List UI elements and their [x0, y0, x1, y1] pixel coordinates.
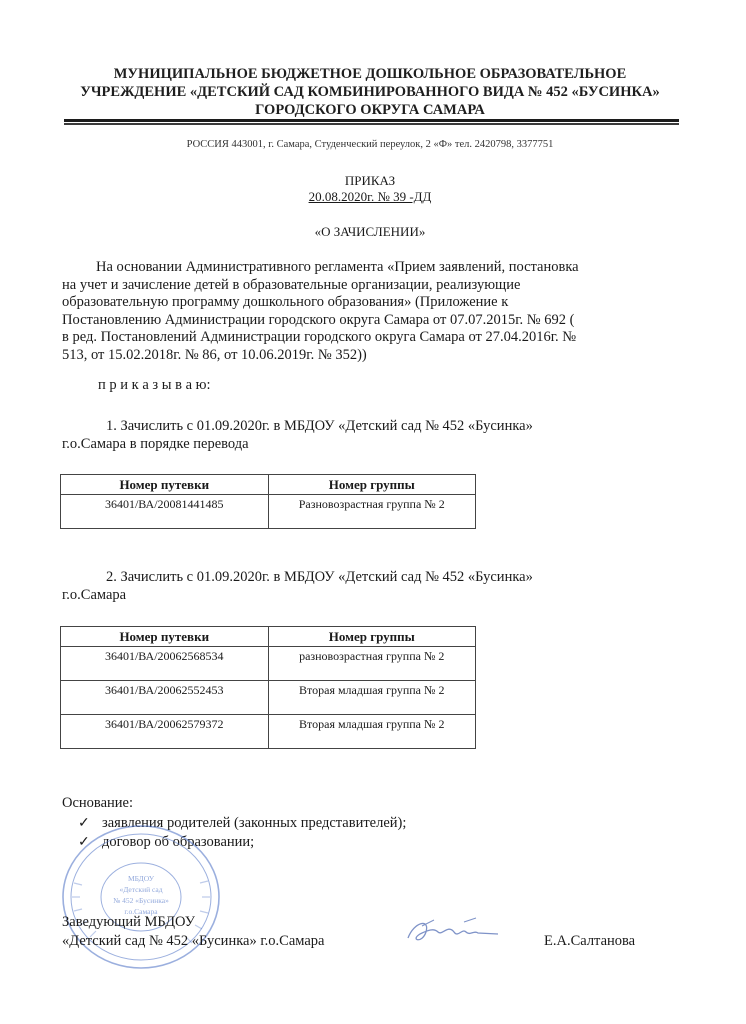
stamp-text-line: г.о.Самара	[124, 907, 158, 916]
stamp-text-line: № 452 «Бусинка»	[113, 896, 169, 905]
header-rule-thin	[64, 123, 679, 125]
header-group-number: Номер группы	[268, 627, 476, 647]
preamble-line: в ред. Постановлений Администрации городского округа Самара от 27.04.2016г. №	[62, 329, 577, 345]
header-rule-thick	[64, 119, 679, 122]
preamble-line: Постановлению Администрации городского округа Самара от 07.07.2015г. № 692 (	[62, 311, 575, 328]
org-address: РОССИЯ 443001, г. Самара, Студенческий переулок, 2 «Ф» тел. 2420798, 3377751	[186, 139, 554, 150]
table-transfer	[60, 474, 476, 529]
signer-position-line-1: Заведующий МБДОУ	[62, 914, 195, 930]
order-date-number-text: 20.08.2020г. № 39 -ДД	[308, 189, 432, 204]
preamble-line: образовательную программу дошкольного образования» (Приложение к	[62, 294, 509, 310]
cell-voucher-number: 36401/ВА/20062579372	[61, 715, 269, 749]
order-subject: «О ЗАЧИСЛЕНИИ»	[314, 224, 426, 239]
preamble-line: 513, от 15.02.2018г. № 86, от 10.06.2019г. № 352))	[62, 346, 367, 363]
item-1-line-1: 1. Зачислить с 01.09.2020г. в МБДОУ «Детский сад № 452 «Бусинка»	[106, 418, 533, 434]
handwritten-signature	[404, 914, 502, 948]
cell-group-number: Разновозрастная группа № 2	[268, 495, 476, 529]
item-1-line-2: г.о.Самара в порядке перевода	[62, 435, 249, 452]
order-word: п р и к а з ы в а ю:	[98, 377, 211, 393]
table-row	[61, 647, 476, 681]
header-voucher-number: Номер путевки	[61, 475, 269, 495]
table-header-row	[61, 475, 476, 495]
order-date-number	[60, 189, 680, 205]
basis-title: Основание:	[62, 795, 133, 811]
table-header-row	[61, 627, 476, 647]
preamble	[62, 259, 672, 364]
item-2-line-1: 2. Зачислить с 01.09.2020г. в МБДОУ «Детский сад № 452 «Бусинка»	[106, 569, 533, 585]
org-name-line-3: ГОРОДСКОГО ОКРУГА САМАРА	[255, 102, 485, 118]
signer-position-line-2: «Детский сад № 452 «Бусинка» г.о.Самара	[62, 933, 325, 949]
org-name-line-1: МУНИЦИПАЛЬНОЕ БЮДЖЕТНОЕ ДОШКОЛЬНОЕ ОБРАЗОВАТЕЛЬНОЕ	[113, 66, 627, 82]
signer-name: Е.А.Салтанова	[544, 933, 636, 949]
checkmark-icon: ✓	[78, 835, 90, 850]
table-row	[61, 495, 476, 529]
cell-group-number: Вторая младшая группа № 2	[268, 681, 476, 715]
header-voucher-number: Номер путевки	[61, 627, 269, 647]
table-row	[61, 715, 476, 749]
preamble-line: На основании Административного регламента «Прием заявлений, постановка	[96, 259, 579, 275]
stamp-text-line: «Детский сад	[119, 885, 163, 894]
item-2-line-2: г.о.Самара	[62, 586, 127, 603]
table-enrollment	[60, 626, 476, 749]
cell-voucher-number: 36401/ВА/20062552453	[61, 681, 269, 715]
item-2	[62, 569, 672, 604]
item-1	[62, 418, 672, 453]
org-name-line-2: УЧРЕЖДЕНИЕ «ДЕТСКИЙ САД КОМБИНИРОВАННОГО ВИДА № 452 «БУСИНКА»	[80, 84, 660, 100]
table-row	[61, 681, 476, 715]
header-group-number: Номер группы	[268, 475, 476, 495]
checkmark-icon: ✓	[78, 816, 90, 831]
stamp-text-line: МБДОУ	[127, 874, 155, 883]
cell-group-number: Вторая младшая группа № 2	[268, 715, 476, 749]
basis-item-text: договор об образовании;	[102, 834, 255, 850]
cell-group-number: разновозрастная группа № 2	[268, 647, 476, 681]
order-title: ПРИКАЗ	[344, 173, 396, 188]
basis-item-text: заявления родителей (законных представителей);	[102, 815, 407, 831]
cell-voucher-number: 36401/ВА/20081441485	[61, 495, 269, 529]
preamble-line: на учет и зачисление детей в образовательные организации, реализующие	[62, 276, 521, 293]
cell-voucher-number: 36401/ВА/20062568534	[61, 647, 269, 681]
